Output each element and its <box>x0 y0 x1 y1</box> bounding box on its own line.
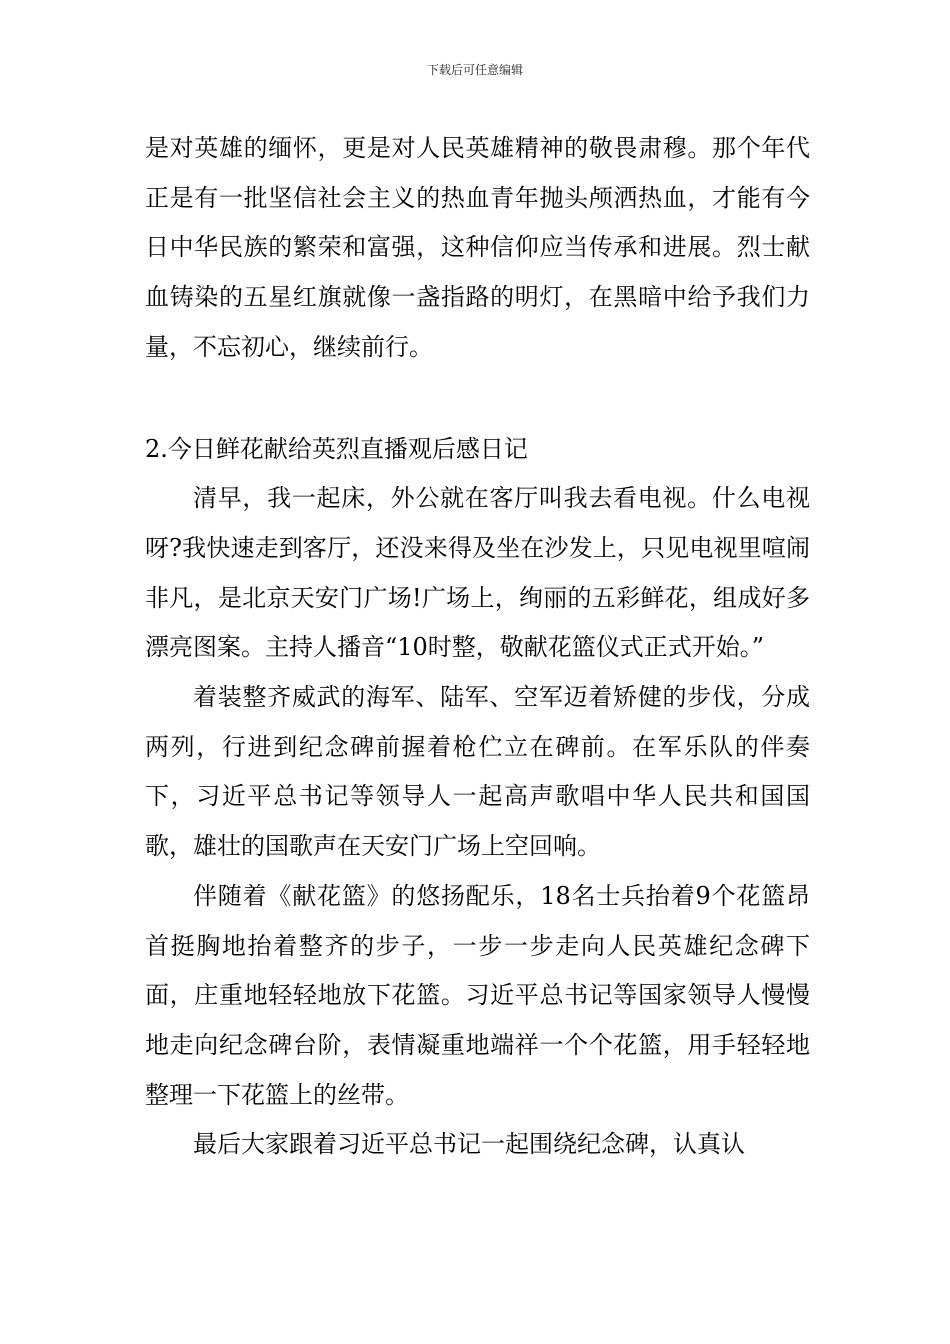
paragraph: 伴随着《献花篮》的悠扬配乐，18名士兵抬着9个花篮昂首挺胸地抬着整齐的步子，一步一步走向人民英雄纪念碑下面，庄重地轻轻地放下花篮。习近平总书记等国家领导人慢慢地走向纪念碑台阶，表情凝重地端祥一个个花篮，用手轻轻地整理一下花篮上的丝带。 <box>145 881 810 1109</box>
paragraph-continuation: 是对英雄的缅怀，更是对人民英雄精神的敬畏肃穆。那个年代正是有一批坚信社会主义的热血青年抛头颅洒热血，才能有今日中华民族的繁荣和富强，这种信仰应当传承和进展。烈士献血铸染的五星红旗就像一盏指路的明灯，在黑暗中给予我们力量，不忘初心，继续前行。 <box>145 134 810 361</box>
document-body <box>145 124 810 1170</box>
section-heading: 2.今日鲜花献给英烈直播观后感日记 <box>145 434 528 463</box>
paragraph: 着装整齐威武的海军、陆军、空军迈着矫健的步伐，分成两列，行进到纪念碑前握着枪伫立在碑前。在军乐队的伴奏下，习近平总书记等领导人一起高声歌唱中华人民共和国国歌，雄壮的国歌声在天安门广场上空回响。 <box>145 683 810 861</box>
paragraph: 最后大家跟着习近平总书记一起围绕纪念碑，认真认 <box>193 1130 745 1159</box>
page-header-note: 下载后可任意编辑 <box>426 63 523 77</box>
paragraph: 清早，我一起床，外公就在客厅叫我去看电视。什么电视呀?我快速走到客厅，还没来得及坐在沙发上，只见电视里喧闹非凡，是北京天安门广场!广场上，绚丽的五彩鲜花，组成好多漂亮图案。主持人播音“10时整，敬献花篮仪式正式开始。” <box>145 484 810 662</box>
